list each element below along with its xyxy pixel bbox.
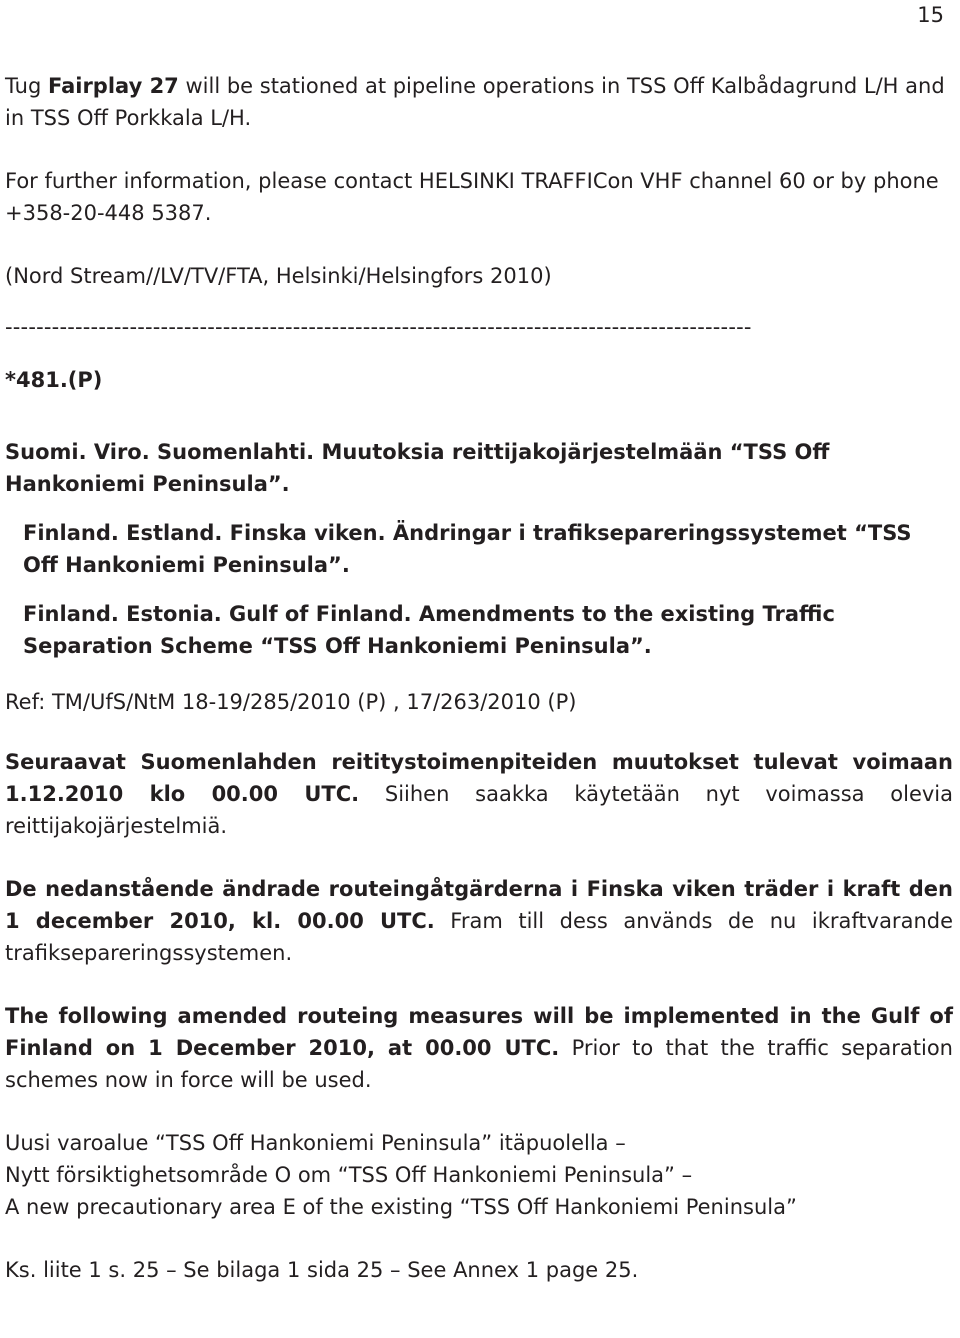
notice-number: *481.(P) <box>5 368 103 392</box>
swedish-paragraph <box>5 873 953 969</box>
contact-paragraph: For further information, please contact HELSINKI TRAFFICon VHF channel 60 or by phone +358-20-448 5387. <box>5 169 939 225</box>
notice-title-fi: Suomi. Viro. Suomenlahti. Muutoksia reittijakojärjestelmään “TSS Off Hankoniemi Peninsula”. <box>5 440 830 496</box>
swedish-rest: Fram till dess används de nu ikraftvarande trafiksepareringssystemen. <box>5 909 953 965</box>
area-line-fi: Uusi varoalue “TSS Off Hankoniemi Peninsula” itäpuolella – <box>5 1131 626 1155</box>
annex-reference: Ks. liite 1 s. 25 – Se bilaga 1 sida 25 – See Annex 1 page 25. <box>5 1258 639 1282</box>
tug-text-pre: Tug <box>5 74 48 98</box>
tug-paragraph <box>5 70 953 134</box>
tug-text-post: will be stationed at pipeline operations in TSS Off Kalbådagrund L/H and in TSS Off Porkkala L/H. <box>5 74 945 130</box>
english-bold: The following amended routeing measures will be implemented in the Gulf of Finland on 1 December 2010, at 00.00 UTC. <box>5 1004 953 1060</box>
area-line-en: A new precautionary area E of the existing “TSS Off Hankoniemi Peninsula” <box>5 1195 797 1219</box>
finnish-paragraph <box>5 746 953 842</box>
swedish-bold: De nedanstående ändrade routeingåtgärderna i Finska viken träder i kraft den 1 december 2010, kl. 00.00 UTC. <box>5 877 953 933</box>
finnish-rest: Siihen saakka käytetään nyt voimassa olevia reittijakojärjestelmiä. <box>5 782 953 838</box>
document-body <box>5 70 953 1286</box>
page-number: 15 <box>917 3 944 27</box>
area-line-sv: Nytt försiktighetsområde O om “TSS Off Hankoniemi Peninsula” – <box>5 1163 693 1187</box>
tug-name: Fairplay 27 <box>47 74 179 98</box>
english-paragraph <box>5 1000 953 1096</box>
reference-line: Ref: TM/UfS/NtM 18-19/285/2010 (P) , 17/263/2010 (P) <box>5 690 577 714</box>
english-rest: Prior to that the traffic separation schemes now in force will be used. <box>5 1036 953 1092</box>
notice-title-en: Finland. Estonia. Gulf of Finland. Amendments to the existing Traffic Separation Scheme “TSS Off Hankoniemi Peninsula”. <box>23 602 835 658</box>
notice-title-sv: Finland. Estland. Finska viken. Ändringar i trafiksepareringssystemet “TSS Off Hankoniemi Peninsula”. <box>23 521 912 577</box>
source-paragraph: (Nord Stream//LV/TV/FTA, Helsinki/Helsingfors 2010) <box>5 264 552 288</box>
finnish-bold: Seuraavat Suomenlahden reititystoimenpiteiden muutokset tulevat voimaan 1.12.2010 klo 00.00 UTC. <box>5 750 953 806</box>
section-divider: ------------------------------------------------------------------------------------------------ <box>5 315 752 339</box>
